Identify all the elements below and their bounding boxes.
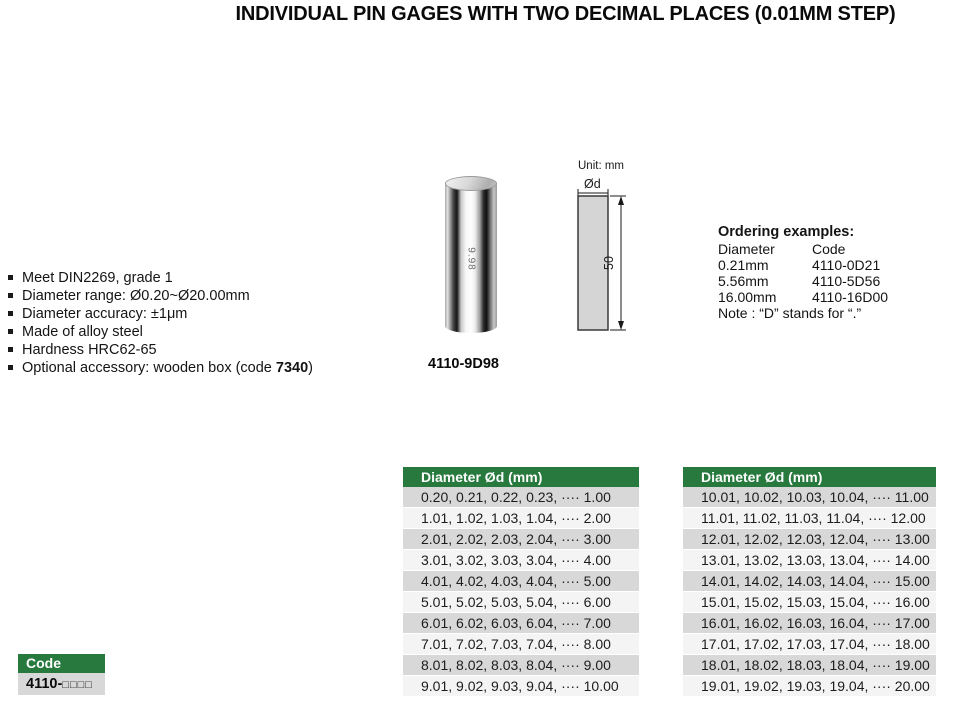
model-number-label: 4110-9D98: [428, 356, 499, 372]
code-placeholder-boxes: □□□□: [62, 679, 93, 691]
table-row: 12.01, 12.02, 12.03, 12.04, ···· 13.00: [683, 529, 936, 550]
length-dim-arrow-down: [618, 321, 624, 330]
table-row: 16.01, 16.02, 16.03, 16.04, ···· 17.00: [683, 613, 936, 634]
feature-item: [8, 341, 313, 359]
feature-text: Made of alloy steel: [22, 324, 143, 340]
ordering-code: 4110-5D56: [812, 273, 881, 289]
ordering-heading: Ordering examples:: [718, 224, 855, 240]
feature-text: Hardness HRC62-65: [22, 342, 157, 358]
ordering-code: 4110-16D00: [812, 289, 889, 305]
order-code-box: [18, 654, 105, 695]
pin-gage-top-cap: [445, 176, 497, 191]
table-row: 15.01, 15.02, 15.03, 15.04, ···· 16.00: [683, 592, 936, 613]
bullet-square-icon: [8, 311, 13, 316]
table-row: 14.01, 14.02, 14.03, 14.04, ···· 15.00: [683, 571, 936, 592]
bullet-square-icon: [8, 293, 13, 298]
table-row: 18.01, 18.02, 18.03, 18.04, ···· 19.00: [683, 655, 936, 676]
feature-item: [8, 287, 313, 305]
ordering-diameter: 0.21mm: [718, 257, 769, 273]
table-row: 11.01, 11.02, 11.03, 11.04, ···· 12.00: [683, 508, 936, 529]
bullet-square-icon: [8, 347, 13, 352]
code-prefix: 4110-: [26, 676, 63, 692]
ordering-diameter: 16.00mm: [718, 289, 777, 305]
length-dim-label: 50: [602, 256, 616, 270]
table-row: 5.01, 5.02, 5.03, 5.04, ···· 6.00: [403, 592, 639, 613]
feature-text: Meet DIN2269, grade 1: [22, 270, 173, 286]
table-header: Diameter Ød (mm): [403, 467, 639, 487]
ordering-col-code: Code: [812, 241, 846, 257]
feature-item: [8, 323, 313, 341]
unit-label: Unit: mm: [578, 160, 624, 172]
feature-item: [8, 269, 313, 287]
table-row: 7.01, 7.02, 7.03, 7.04, ···· 8.00: [403, 634, 639, 655]
diameter-table-left: [403, 467, 639, 697]
diameter-table-right: [683, 467, 936, 697]
ordering-note: Note : “D” stands for “.”: [718, 305, 862, 321]
bullet-square-icon: [8, 275, 13, 280]
feature-text: Optional accessory: wooden box (code: [22, 360, 276, 376]
table-row: 1.01, 1.02, 1.03, 1.04, ···· 2.00: [403, 508, 639, 529]
bullet-square-icon: [8, 365, 13, 370]
feature-item: [8, 359, 313, 377]
diameter-dim-label: Ød: [584, 177, 601, 191]
feature-list: [8, 269, 313, 377]
table-row: 9.01, 9.02, 9.03, 9.04, ···· 10.00: [403, 676, 639, 697]
table-row: 3.01, 3.02, 3.03, 3.04, ···· 4.00: [403, 550, 639, 571]
table-row: 19.01, 19.02, 19.03, 19.04, ···· 20.00: [683, 676, 936, 697]
feature-item: [8, 305, 313, 323]
length-dim-arrow-up: [618, 196, 624, 205]
ordering-diameter: 5.56mm: [718, 273, 769, 289]
bullet-square-icon: [8, 329, 13, 334]
table-row: 10.01, 10.02, 10.03, 10.04, ···· 11.00: [683, 487, 936, 508]
feature-text: Diameter accuracy: ±1μm: [22, 306, 188, 322]
pin-gage-photo: [445, 176, 497, 336]
table-row: 6.01, 6.02, 6.03, 6.04, ···· 7.00: [403, 613, 639, 634]
table-row: 0.20, 0.21, 0.22, 0.23, ···· 1.00: [403, 487, 639, 508]
table-row: 4.01, 4.02, 4.03, 4.04, ···· 5.00: [403, 571, 639, 592]
table-header: Diameter Ød (mm): [683, 467, 936, 487]
table-row: 13.01, 13.02, 13.03, 13.04, ···· 14.00: [683, 550, 936, 571]
code-box-header: Code: [18, 654, 105, 673]
pin-gage-marking: 9.98: [465, 247, 477, 271]
ordering-col-diameter: Diameter: [718, 241, 775, 257]
table-row: 8.01, 8.02, 8.03, 8.04, ···· 9.00: [403, 655, 639, 676]
code-box-value: [18, 673, 105, 695]
table-row: 17.01, 17.02, 17.03, 17.04, ···· 18.00: [683, 634, 936, 655]
ordering-code: 4110-0D21: [812, 257, 881, 273]
table-row: 2.01, 2.02, 2.03, 2.04, ···· 3.00: [403, 529, 639, 550]
ordering-table: [718, 241, 888, 305]
ordering-examples: [718, 224, 888, 321]
feature-text: ): [308, 360, 314, 376]
feature-text: Diameter range: Ø0.20~Ø20.00mm: [22, 288, 250, 304]
page-title: INDIVIDUAL PIN GAGES WITH TWO DECIMAL PLACES (0.01MM STEP): [235, 3, 896, 25]
dimension-drawing: [558, 153, 650, 345]
feature-accessory-code: 7340: [275, 360, 309, 376]
